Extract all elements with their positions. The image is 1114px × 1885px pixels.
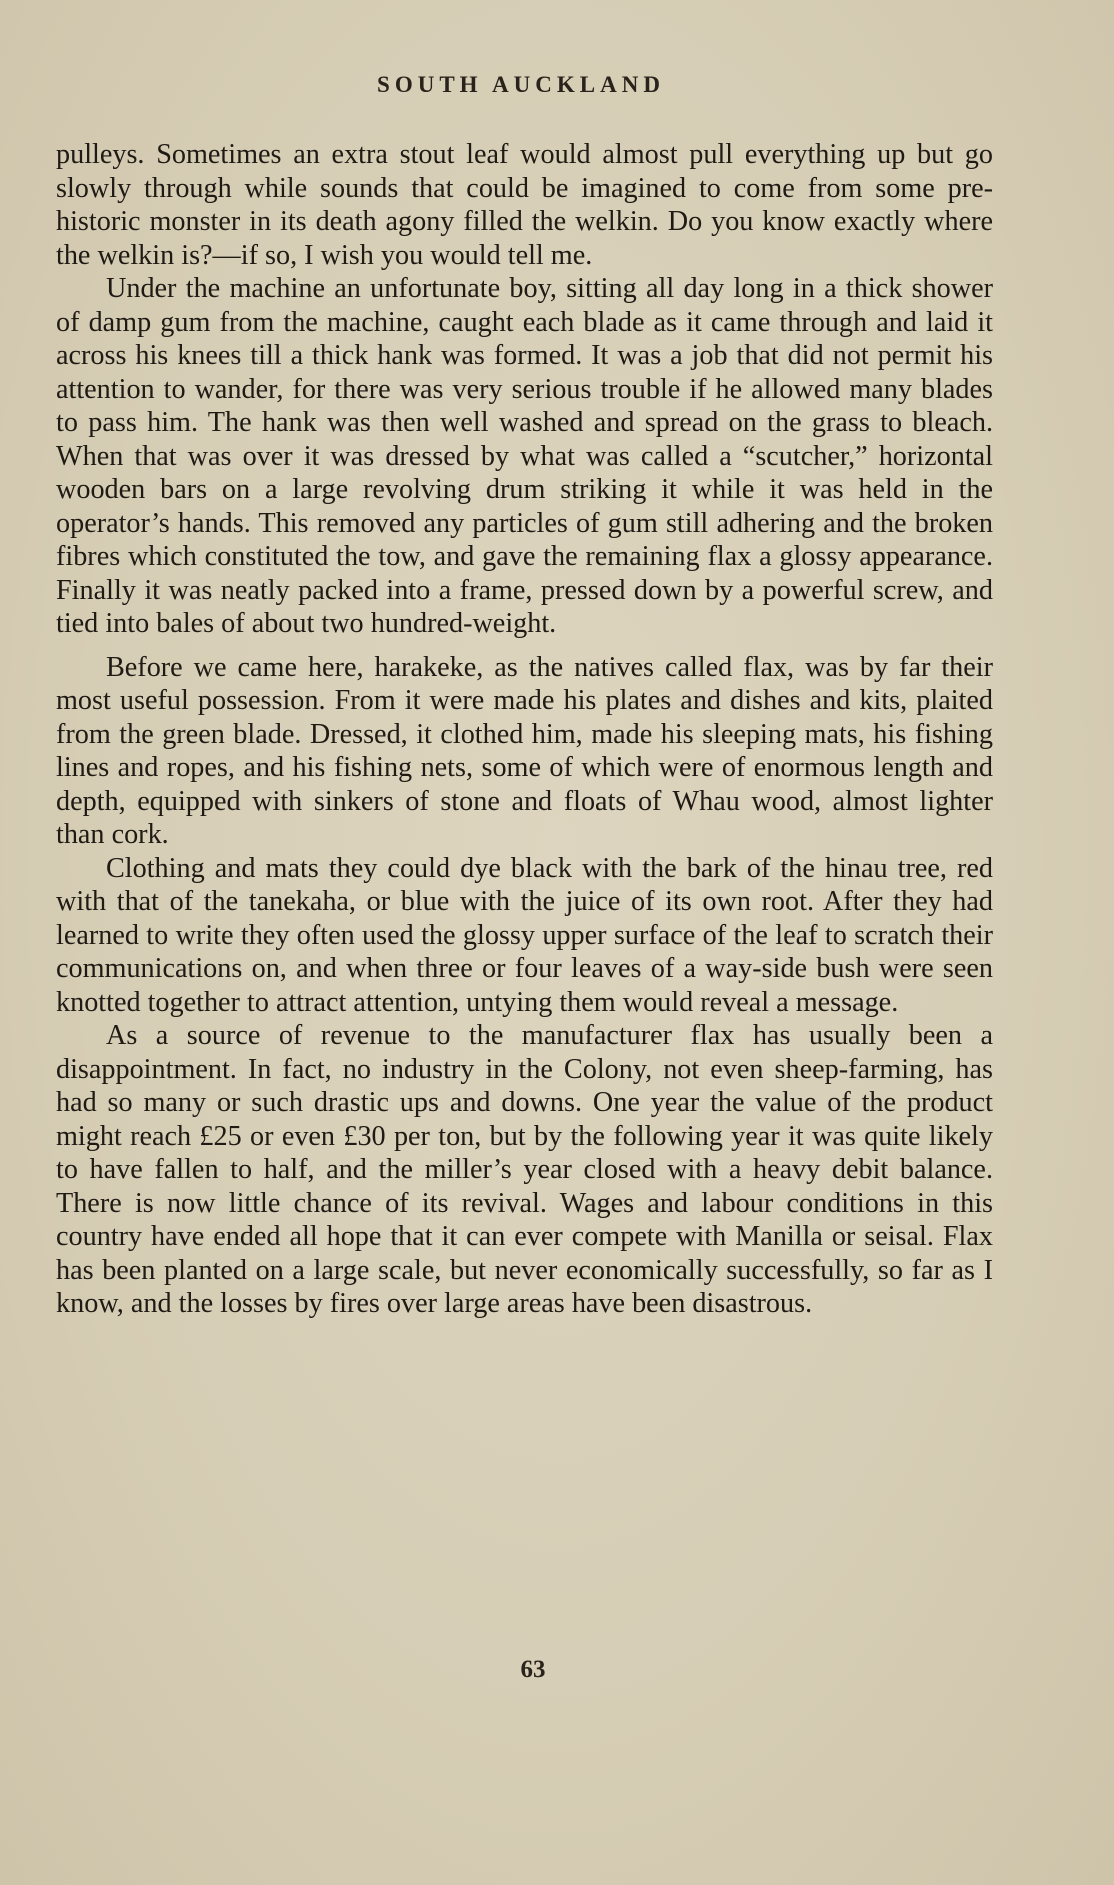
- paragraph-dyes: Clothing and mats they could dye black with the bark of the hinau tree, red with that of the tanekaha, or blue with the juice of its own root. After they had learned to write they often used the glossy upper surface of the leaf to scratch their communications on, and when three or four leaves of a way-side bush were seen knotted together to attract attention, untying them would reveal a message.: [56, 852, 993, 1018]
- paragraph-revenue: As a source of revenue to the manufacturer flax has usually been a disappointment. In fact, no industry in the Colony, not even sheep-farming, has had so many or such drastic ups and downs. One year the value of the product might reach £25 or even £30 per ton, but by the following year it was quite likely to have fallen to half, and the miller’s year closed with a heavy debit balance. There is now little chance of its revival. Wages and labour conditions in this country have ended all hope that it can ever compete with Manilla or seisal. Flax has been planted on a large scale, but never economically successfully, so far as I know, and the losses by fires over large areas have been disastrous.: [56, 1020, 993, 1319]
- paragraph-scutcher: Under the machine an unfortunate boy, sitting all day long in a thick shower of damp gum from the machine, caught each blade as it came through and laid it across his knees till a thick hank was formed. It was a job that did not permit his attention to wander, for there was very serious trouble if he allowed many blades to pass him. The hank was then well washed and spread on the grass to bleach. When that was over it was dressed by what was called a “scutcher,” horizontal wooden bars on a large revolving drum striking it while it was held in the operator’s hands. This removed any particles of gum still adhering and the broken fibres which constituted the tow, and gave the remaining flax a glossy appearance. Finally it was neatly packed into a frame, pressed down by a powerful screw, and tied into bales of about two hundred-weight.: [56, 273, 993, 639]
- body-text: [56, 138, 993, 1321]
- running-head: SOUTH AUCKLAND: [377, 72, 665, 97]
- paragraph-continued: pulleys. Sometimes an extra stout leaf would almost pull everything up but go slowly through while sounds that could be imagined to come from some pre-historic monster in its death agony filled the welkin. Do you know exactly where the welkin is?—if so, I wish you would tell me.: [56, 139, 993, 271]
- page-number: 63: [520, 1656, 546, 1683]
- paragraph-harakeke: Before we came here, harakeke, as the natives called flax, was by far their most useful possession. From it were made his plates and dishes and kits, plaited from the green blade. Dressed, it clothed him, made his sleeping mats, his fishing lines and ropes, and his fishing nets, some of which were of enormous length and depth, equipped with sinkers of stone and floats of Whau wood, almost lighter than cork.: [56, 651, 993, 850]
